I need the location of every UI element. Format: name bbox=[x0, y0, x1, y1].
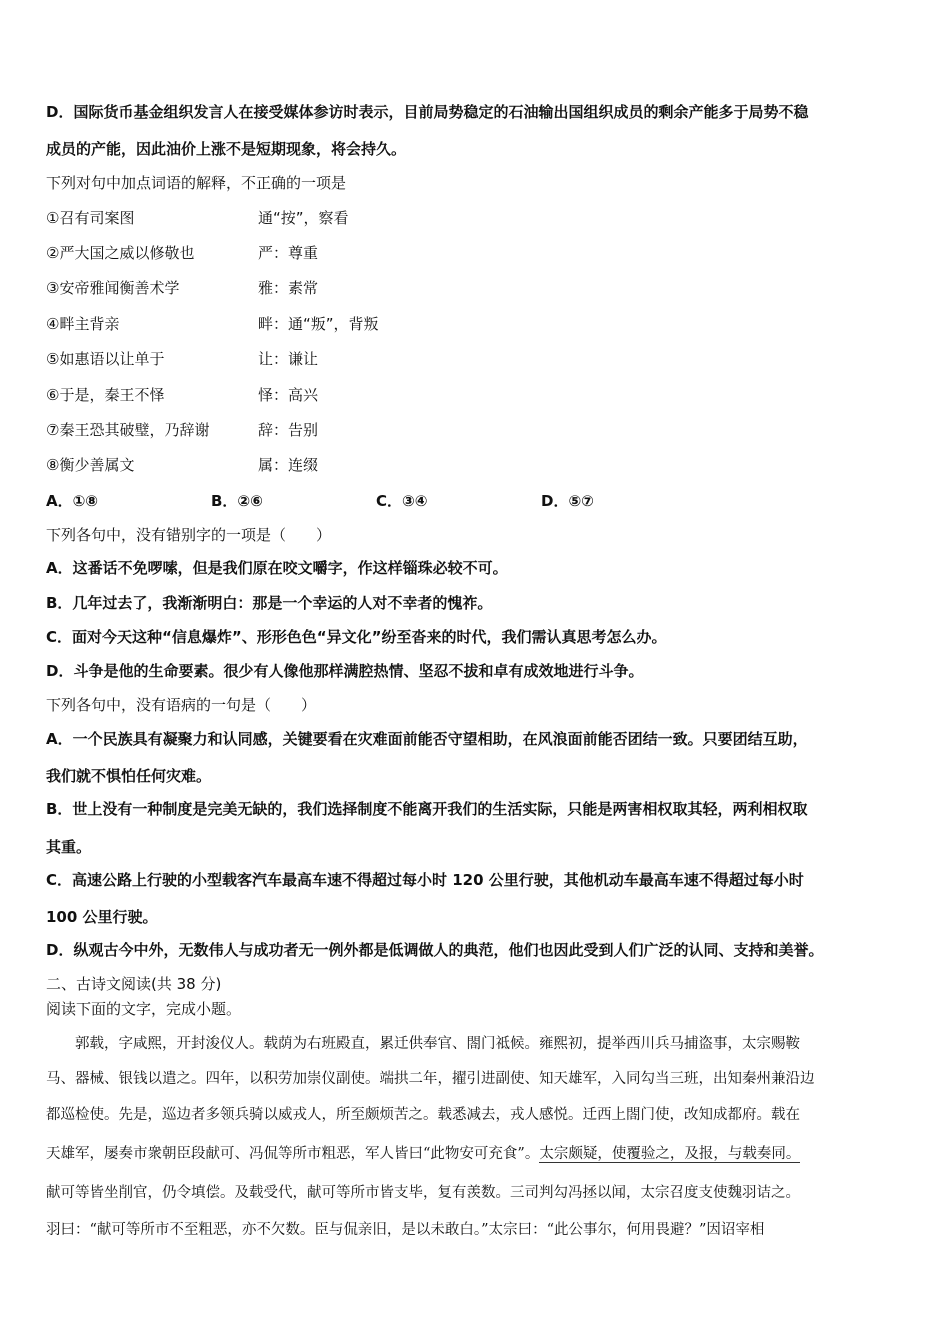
section-instruction: 阅读下面的文字，完成小题。 bbox=[46, 1000, 242, 1018]
q2-option-b: B．几年过去了，我渐渐明白：那是一个幸运的人对不幸者的愧祚。 bbox=[46, 594, 493, 612]
gloss-sentence: ④畔主背亲 bbox=[46, 315, 120, 333]
gloss-row bbox=[46, 313, 379, 335]
gloss-row bbox=[46, 384, 318, 406]
passage-line: 都巡检使。先是，巡边者多领兵骑以威戎人，所至颇烦苦之。载悉减去，戎人感悦。迁西上閤门使，改知成都府。载在 bbox=[46, 1107, 800, 1123]
gloss-sentence: ⑤如惠语以让单于 bbox=[46, 350, 165, 368]
gloss-row bbox=[46, 419, 318, 441]
question-stem-1: 下列对句中加点词语的解释，不正确的一项是 bbox=[46, 174, 347, 192]
question-stem-2: 下列各句中，没有错别字的一项是（ ） bbox=[46, 526, 332, 544]
option-c: C．③④ bbox=[376, 492, 428, 510]
q2-option-c: C．面对今天这种“信息爆炸”、形形色色“异文化”纷至沓来的时代，我们需认真思考怎么办。 bbox=[46, 628, 667, 646]
option-d-line1: D．国际货币基金组织发言人在接受媒体参访时表示，目前局势稳定的石油输出国组织成员的剩余产能多于局势不稳 bbox=[46, 103, 809, 121]
gloss-meaning: 严：尊重 bbox=[258, 244, 319, 262]
gloss-sentence: ②严大国之威以修敬也 bbox=[46, 244, 195, 262]
passage-line: 郭载，字咸熙，开封浚仪人。载荫为右班殿直，累迁供奉官、閤门祗候。雍熙初，提举西川兵马捕盗事，太宗赐鞍 bbox=[46, 1036, 800, 1052]
gloss-meaning: 属：连缀 bbox=[258, 456, 319, 474]
gloss-row bbox=[46, 454, 318, 476]
option-b: B．②⑥ bbox=[211, 492, 263, 510]
gloss-row bbox=[46, 277, 318, 299]
q2-option-a: A．这番话不免啰嗦，但是我们原在咬文嚼字，作这样锱珠必较不可。 bbox=[46, 559, 508, 577]
question-stem-3: 下列各句中，没有语病的一句是（ ） bbox=[46, 696, 317, 714]
passage-line: 献可等皆坐削官，仍令填偿。及载受代，献可等所市皆支毕，复有羡数。三司判勾冯拯以闻，太宗召度支使魏羽诘之。 bbox=[46, 1185, 800, 1201]
q3-option-c-line2: 100 公里行驶。 bbox=[46, 908, 158, 926]
section-title: 二、古诗文阅读(共 38 分) bbox=[46, 975, 222, 993]
q3-option-b-line2: 其重。 bbox=[46, 838, 92, 856]
q2-option-d: D．斗争是他的生命要素。很少有人像他那样满腔热情、坚忍不拔和卓有成效地进行斗争。 bbox=[46, 662, 644, 680]
option-d: D．⑤⑦ bbox=[541, 492, 594, 510]
gloss-sentence: ⑧衡少善属文 bbox=[46, 456, 135, 474]
q3-option-c-line1: C．高速公路上行驶的小型载客汽车最高车速不得超过每小时 120 公里行驶，其他机动车最高车速不得超过每小时 bbox=[46, 871, 804, 889]
gloss-sentence: ③安帝雅闻衡善术学 bbox=[46, 279, 180, 297]
underlined-sentence: 太宗颇疑，使覆验之，及报，与载奏同。 bbox=[539, 1146, 801, 1162]
q3-option-a-line2: 我们就不惧怕任何灾难。 bbox=[46, 767, 212, 785]
gloss-sentence: ①召有司案图 bbox=[46, 209, 135, 227]
q3-option-d: D．纵观古今中外，无数伟人与成功者无一例外都是低调做人的典范，他们也因此受到人们广泛的认同、支持和美誉。 bbox=[46, 941, 824, 959]
option-d-line2: 成员的产能，因此油价上涨不是短期现象，将会持久。 bbox=[46, 140, 407, 158]
q3-option-a-line1: A．一个民族具有凝聚力和认同感，关键要看在灾难面前能否守望相助，在风浪面前能否团结一致。只要团结互助， bbox=[46, 730, 808, 748]
gloss-sentence: ⑥于是，秦王不怿 bbox=[46, 386, 165, 404]
passage-line bbox=[46, 1143, 800, 1165]
gloss-meaning: 让：谦让 bbox=[258, 350, 319, 368]
gloss-meaning: 通“按”，察看 bbox=[258, 209, 349, 227]
gloss-sentence: ⑦秦王恐其破璧，乃辞谢 bbox=[46, 421, 210, 439]
gloss-row bbox=[46, 348, 318, 370]
gloss-meaning: 畔：通“叛”，背叛 bbox=[258, 315, 379, 333]
passage-line: 羽曰：“献可等所市不至粗恶，亦不欠数。臣与侃亲旧，是以未敢白。”太宗曰：“此公事尔，何用畏避？”因诏宰相 bbox=[46, 1222, 765, 1238]
gloss-row bbox=[46, 207, 349, 229]
answer-options bbox=[46, 490, 706, 512]
q3-option-b-line1: B．世上没有一种制度是完美无缺的，我们选择制度不能离开我们的生活实际，只能是两害相权取其轻，两利相权取 bbox=[46, 800, 808, 818]
gloss-row bbox=[46, 242, 318, 264]
option-a: A．①⑧ bbox=[46, 492, 99, 510]
passage-line: 马、器械、银钱以遣之。四年，以积劳加崇仪副使。端拱二年，擢引进副使、知天雄军，入同勾当三班，出知秦州兼沿边 bbox=[46, 1071, 815, 1087]
passage-text: 天雄军，屡奏市衆朝臣段献可、冯侃等所市粗恶，军人皆曰“此物安可充食”。 bbox=[46, 1146, 540, 1162]
gloss-meaning: 雅：素常 bbox=[258, 279, 319, 297]
gloss-meaning: 怿：高兴 bbox=[258, 386, 319, 404]
gloss-meaning: 辞：告别 bbox=[258, 421, 319, 439]
